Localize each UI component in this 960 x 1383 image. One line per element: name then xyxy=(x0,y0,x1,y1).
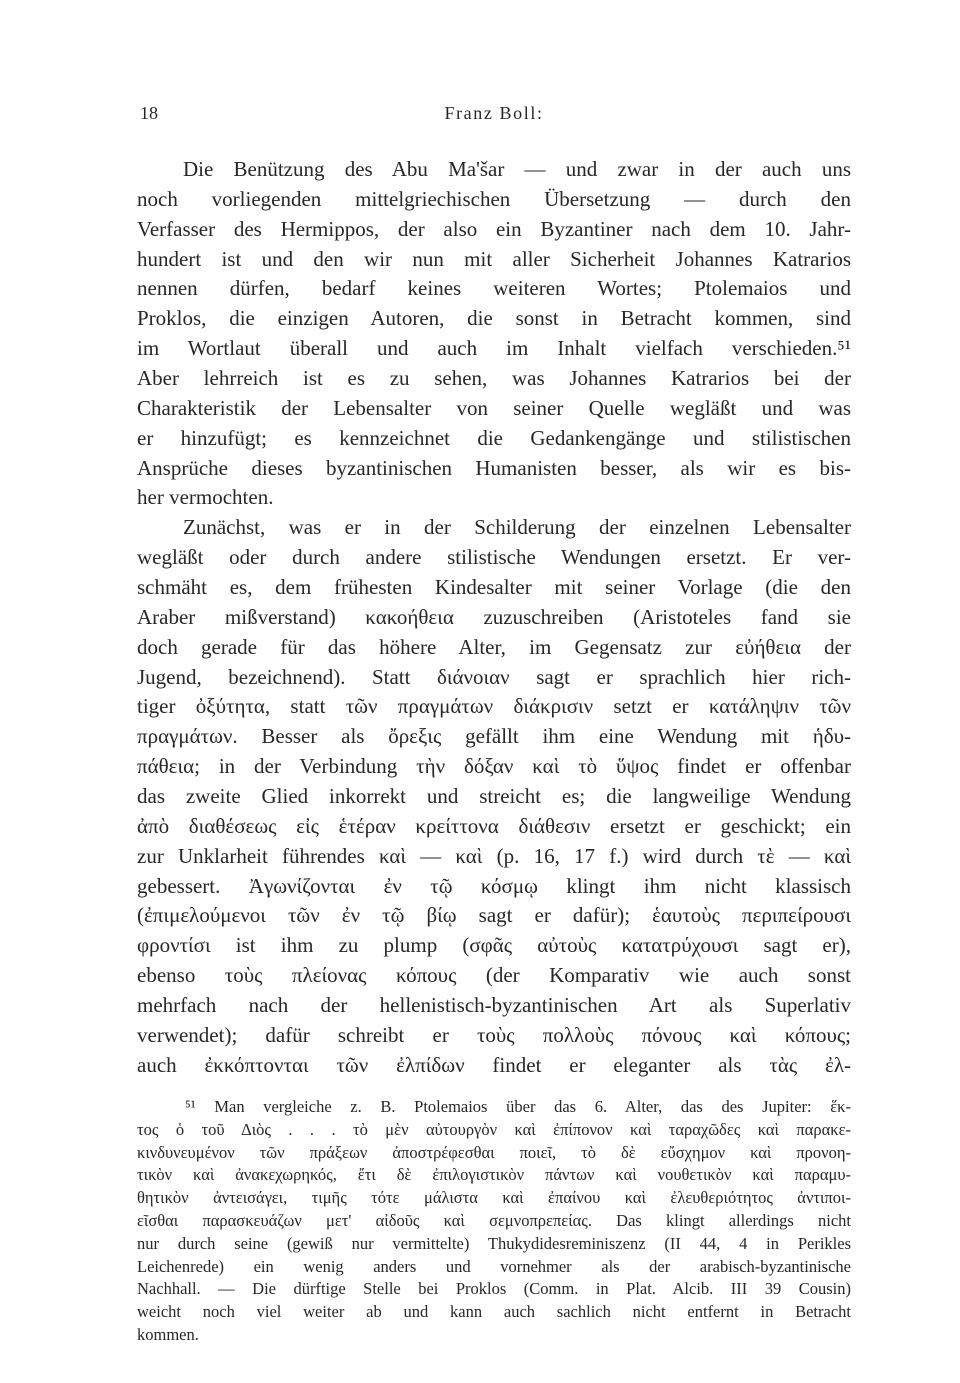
body-line-text: Die Benützung des Abu Ma'šar — und zwar in der auch uns xyxy=(183,157,851,181)
body-line xyxy=(137,752,851,782)
footnote-line-text: τικὸν καὶ ἀνακεχωρηκός, ἔτι δὲ ἐπιλογιστικὸν πάντων καὶ νουθετικὸν καὶ παραμυ- xyxy=(137,1165,851,1185)
body-line xyxy=(137,274,851,304)
body-line xyxy=(137,454,851,484)
body-line-text: ebenso τοὺς πλείονας κόπους (der Komparativ wie auch sonst xyxy=(137,963,851,988)
body-line xyxy=(137,1051,851,1081)
body-line xyxy=(137,424,851,454)
footnote-line xyxy=(137,1210,851,1233)
body-line xyxy=(137,245,851,275)
body-line xyxy=(137,991,851,1021)
footnote-line-text: Leichenrede) ein wenig anders und vornehmer als der arabisch-byzantinische xyxy=(137,1256,851,1276)
body-line xyxy=(137,603,851,633)
footnote-line xyxy=(137,1096,851,1119)
body-line xyxy=(137,663,851,693)
body-line xyxy=(137,304,851,334)
footnote-line-text: εῖσθαι παρασκευάζων μετ' αἰδοῦς καὶ σεμνοπρεπείας. Das klingt allerdings nicht xyxy=(137,1210,851,1230)
body-line-text: nennen dürfen, bedarf keines weiteren Wortes; Ptolemaios und xyxy=(137,276,851,301)
body-line xyxy=(137,692,851,722)
body-line-text: Araber mißverstand) κακοήθεια zuzuschreiben (Aristoteles fand sie xyxy=(137,604,851,629)
footnote-line-text: kommen. xyxy=(137,1324,199,1344)
footnote-line-text: weicht noch viel weiter ab und kann auch sachlich nicht entfernt in Betracht xyxy=(137,1302,851,1322)
body-line xyxy=(137,722,851,752)
body-line-text: doch gerade für das höhere Alter, im Gegensatz zur εὐήθεια der xyxy=(137,634,851,659)
footnote-line xyxy=(137,1301,851,1324)
body-line xyxy=(137,633,851,663)
body-line-text: gebessert. Ἀγωνίζονται ἐν τῷ κόσμῳ klingt ihm nicht klassisch xyxy=(137,873,851,898)
footnote-line xyxy=(137,1119,851,1142)
body-line xyxy=(137,543,851,573)
body-line xyxy=(137,185,851,215)
body-line-text: zur Unklarheit führendes καὶ — καὶ (p. 16, 17 f.) wird durch τὲ — καὶ xyxy=(137,843,851,868)
body-line xyxy=(137,842,851,872)
body-line-text: wegläßt oder durch andere stilistische Wendungen ersetzt. Er ver- xyxy=(137,545,851,570)
footnote-line-text: ⁵¹ Man vergleiche z. B. Ptolemaios über das 6. Alter, das des Jupiter: ἕκ- xyxy=(185,1097,851,1116)
footnotes xyxy=(137,1096,851,1347)
body-line-text: Zunächst, was er in der Schilderung der einzelnen Lebensalter xyxy=(183,515,851,540)
footnote-line xyxy=(137,1233,851,1256)
footnote-line xyxy=(137,1187,851,1210)
body-line xyxy=(137,782,851,812)
footnote-line-text: τος ὁ τοῦ Διὸς . . . τὸ μὲν αὐτουργὸν καὶ ἐπίπονον καὶ ταραχῶδες καὶ παρακε- xyxy=(137,1119,851,1139)
body-line xyxy=(137,155,851,185)
body-line xyxy=(137,364,851,394)
body-line-text: (ἐπιμελούμενοι τῶν ἐν τῷ βίῳ sagt er dafür); ἑαυτοὺς περιπείρουσι xyxy=(137,903,851,928)
body-line-text: Aber lehrreich ist es zu sehen, was Johannes Katrarios bei der xyxy=(137,366,851,391)
page-header xyxy=(137,101,851,125)
body-line-text: Charakteristik der Lebensalter von seiner Quelle wegläßt und was xyxy=(137,395,851,420)
body-line-text: her vermochten. xyxy=(137,485,274,510)
footnote-line xyxy=(137,1324,851,1347)
body-line-text: verwendet); dafür schreibt er τοὺς πολλοὺς πόνους καὶ κόπους; xyxy=(137,1022,851,1047)
footnote-line xyxy=(137,1278,851,1301)
body-line-text: das zweite Glied inkorrekt und streicht es; die langweilige Wendung xyxy=(137,784,851,809)
footnote-line xyxy=(137,1142,851,1165)
body-line xyxy=(137,483,851,513)
footnote-line xyxy=(137,1164,851,1187)
body-line xyxy=(137,961,851,991)
body-line-text: auch ἐκκόπτονται τῶν ἐλπίδων findet er eleganter als τὰς ἐλ- xyxy=(137,1052,851,1077)
body-line xyxy=(137,931,851,961)
running-title: Franz Boll: xyxy=(444,103,544,123)
body-line-text: im Wortlaut überall und auch im Inhalt vielfach verschieden.⁵¹ xyxy=(137,336,851,361)
body-line-text: πάθεια; in der Verbindung τὴν δόξαν καὶ τὸ ὕψος findet er offenbar xyxy=(137,754,851,779)
body-line-text: ἀπὸ διαθέσεως εἰς ἑτέραν κρείττονα διάθεσιν ersetzt er geschickt; ein xyxy=(137,813,851,838)
body-line xyxy=(137,334,851,364)
body-line-text: φροντίσι ist ihm zu plump (σφᾶς αὐτοὺς κατατρύχουσι sagt er), xyxy=(137,933,851,958)
footnote-line-text: θητικὸν ἀντεισάγει, τιμῆς τότε μάλιστα καὶ ἐπαίνου καὶ ἐλευθεριότητος ἀντιποι- xyxy=(137,1188,851,1208)
body-line xyxy=(137,215,851,245)
footnote-line-text: nur durch seine (gewiß nur vermittelte) Thukydidesreminiszenz (II 44, 4 in Perikles xyxy=(137,1233,851,1253)
page-number: 18 xyxy=(140,103,158,123)
body-line xyxy=(137,872,851,902)
footnote-line-text: Nachhall. — Die dürftige Stelle bei Proklos (Comm. in Plat. Alcib. III 39 Cousin) xyxy=(137,1279,851,1299)
body-line xyxy=(137,812,851,842)
body-line xyxy=(137,1021,851,1051)
body-line xyxy=(137,573,851,603)
footnote-line-text: κινδυνευμένον τῶν πράξεων ἀποστρέφεσθαι ποιεῖ, τὸ δὲ εὔσχημον καὶ προνοη- xyxy=(137,1142,851,1162)
body-line-text: Ansprüche dieses byzantinischen Humanisten besser, als wir es bis- xyxy=(137,455,851,480)
body-line xyxy=(137,394,851,424)
body-line-text: hundert ist und den wir nun mit aller Sicherheit Johannes Katrarios xyxy=(137,246,851,271)
body-line-text: Jugend, bezeichnend). Statt διάνοιαν sagt er sprachlich hier rich- xyxy=(137,664,851,689)
body-line-text: mehrfach nach der hellenistisch-byzantinischen Art als Superlativ xyxy=(137,993,851,1018)
body-line-text: tiger ὀξύτητα, statt τῶν πραγμάτων διάκρισιν setzt er κατάληψιν τῶν xyxy=(137,694,851,719)
body-line-text: schmäht es, dem frühesten Kindesalter mit seiner Vorlage (die den xyxy=(137,575,851,600)
body-line-text: er hinzufügt; es kennzeichnet die Gedankengänge und stilistischen xyxy=(137,425,851,450)
body-line xyxy=(137,513,851,543)
footnote-line xyxy=(137,1256,851,1279)
body-line-text: Verfasser des Hermippos, der also ein Byzantiner nach dem 10. Jahr- xyxy=(137,216,851,241)
body-line-text: πραγμάτων. Besser als ὄρεξις gefällt ihm eine Wendung mit ἡδυ- xyxy=(137,724,851,749)
body-line-text: Proklos, die einzigen Autoren, die sonst in Betracht kommen, sind xyxy=(137,306,851,331)
body-line xyxy=(137,901,851,931)
body-text xyxy=(137,155,851,1081)
body-line-text: noch vorliegenden mittelgriechischen Übersetzung — durch den xyxy=(137,186,851,211)
